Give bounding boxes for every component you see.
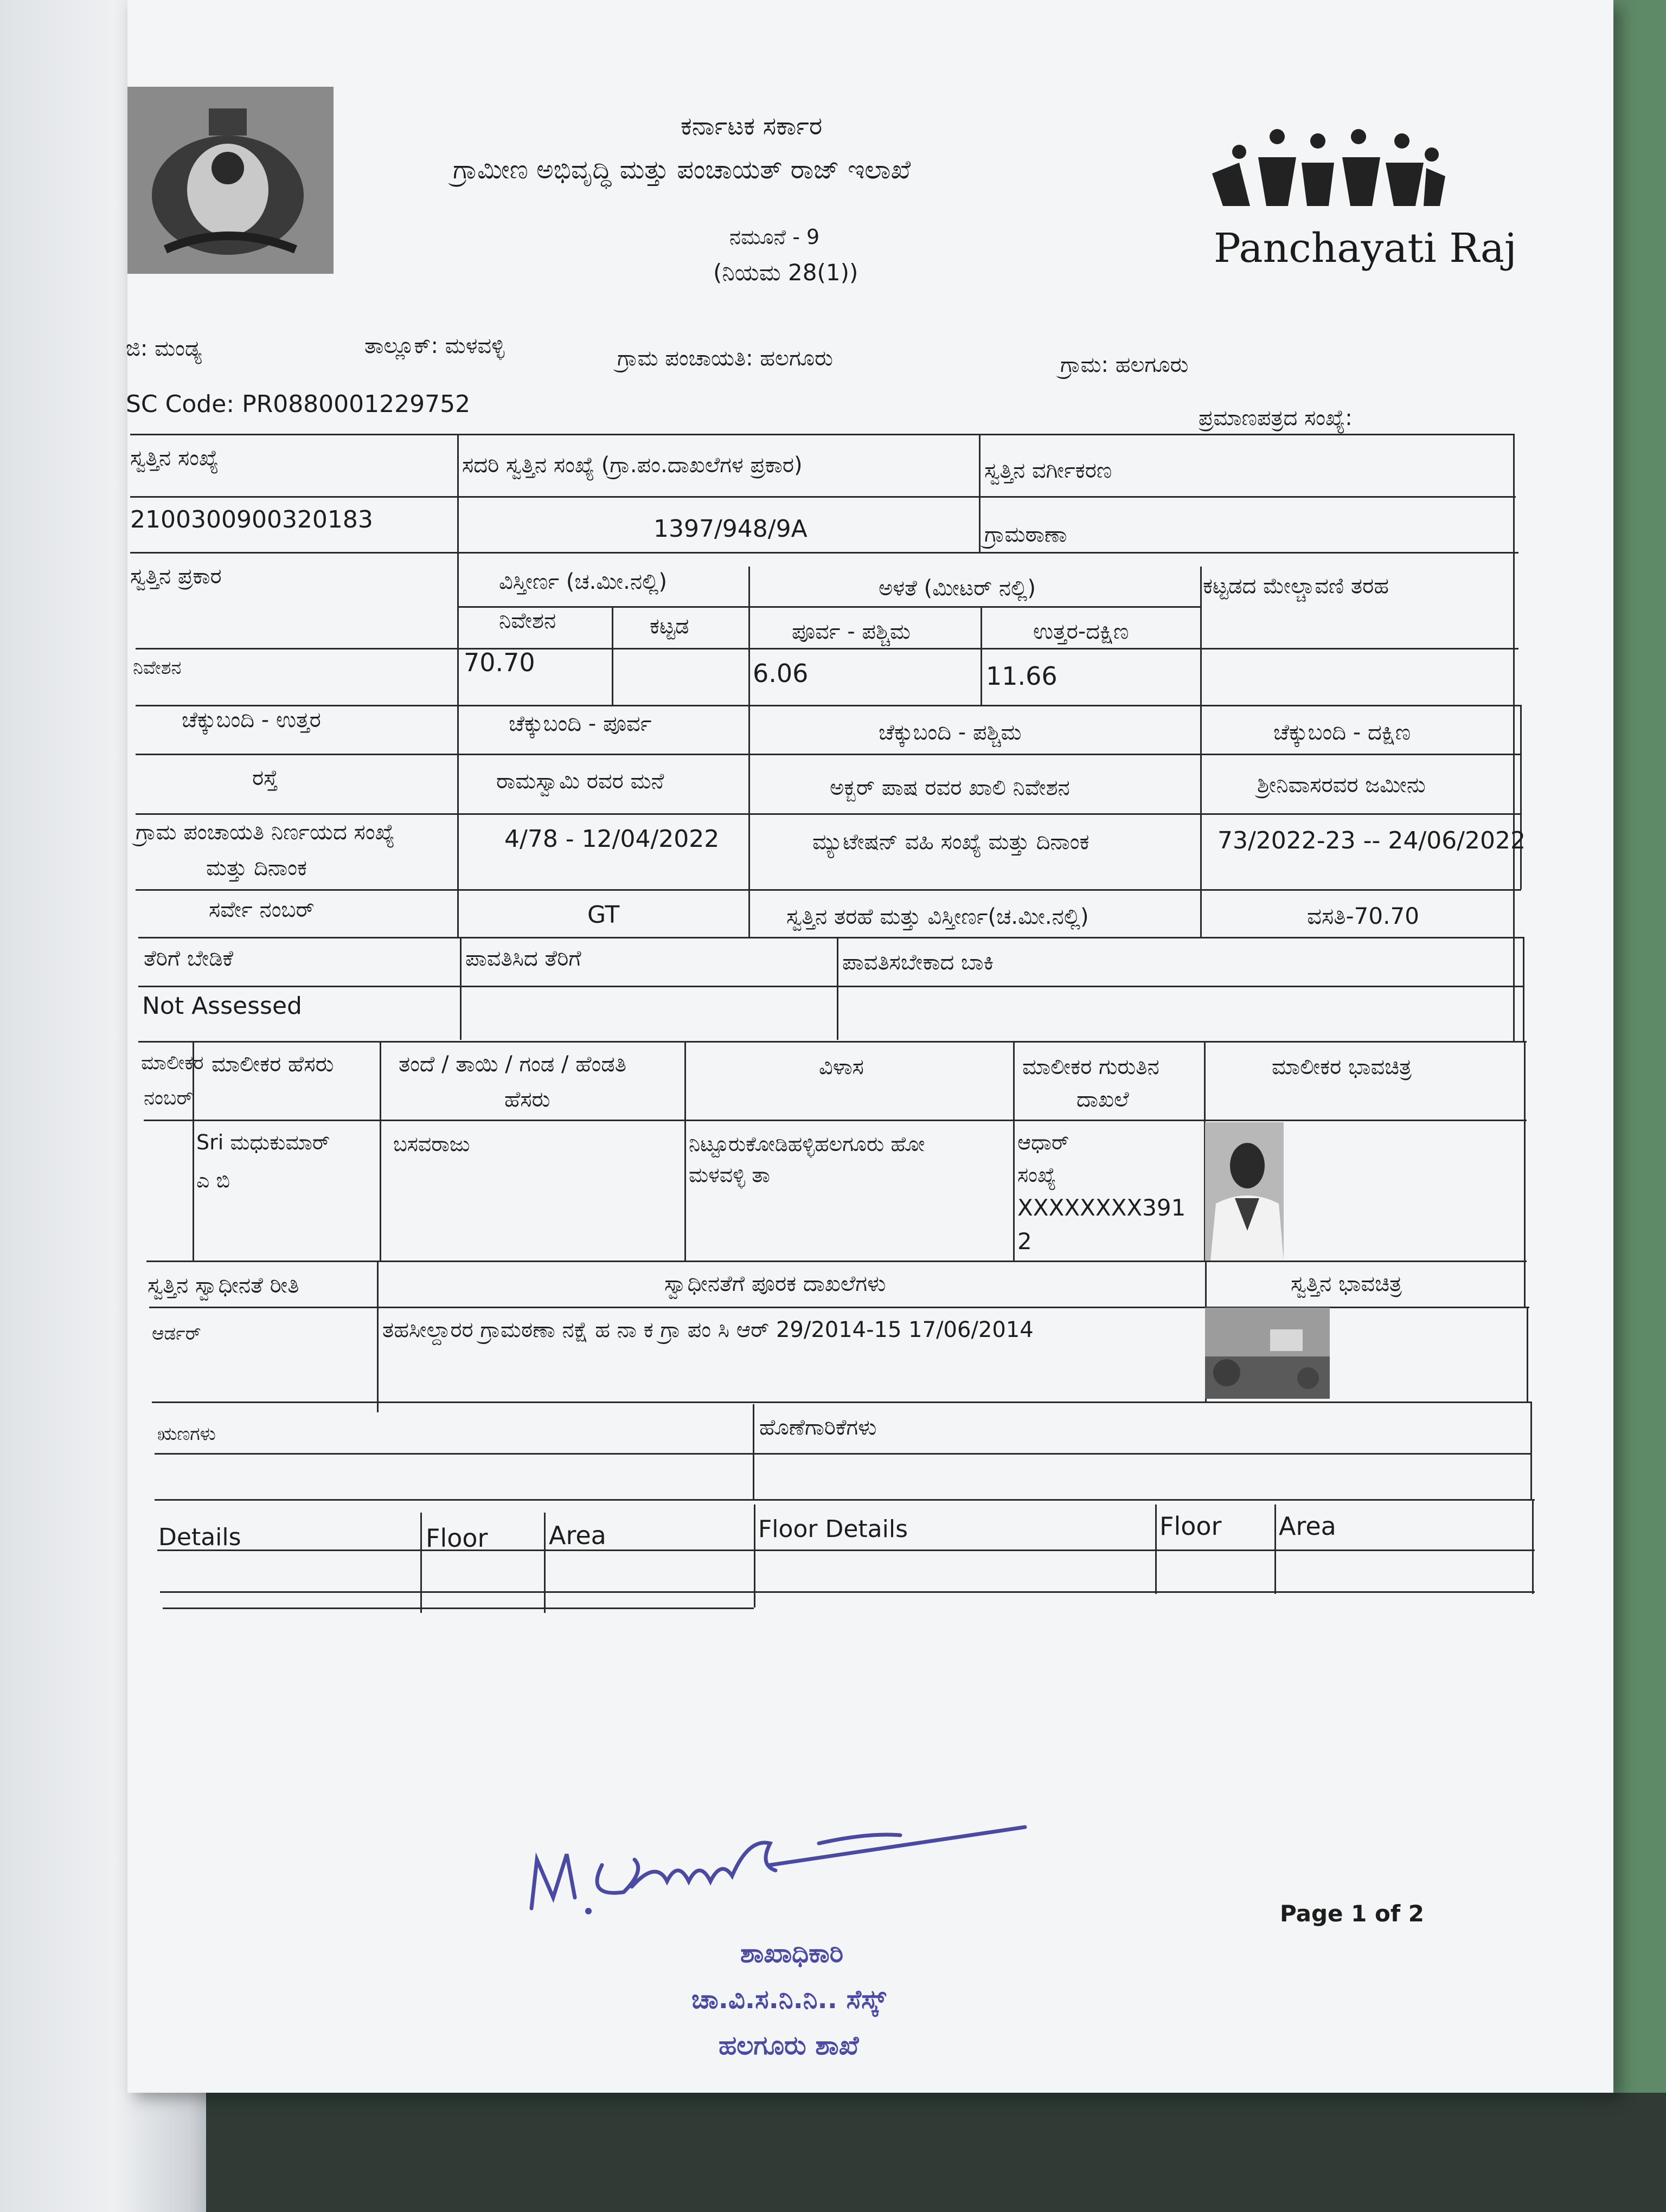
panchayati-raj-text: Panchayati Raj (1214, 225, 1517, 272)
category-value: ಗ್ರಾಮಠಾಣಾ (984, 522, 1067, 547)
west-boundary: ಅಕ್ಬರ್ ಪಾಷ ರವರ ಖಾಲಿ ನಿವೇಶನ (830, 775, 1070, 800)
stamp-organization: ಚಾ.ವಿ.ಸ.ನಿ.ನಿ.. ಸೆಸ್ಕ್ (691, 1984, 886, 2015)
tax-demand: Not Assessed (142, 992, 302, 1020)
id-proof-type: ಆಧಾರ್ (1017, 1130, 1069, 1154)
liabilities-left-label: ಋಣಗಳು (157, 1423, 216, 1445)
gram-panchayat: ಗ್ರಾಮ ಪಂಚಾಯತಿ: ಹಲಗೂರು (617, 346, 833, 371)
area-left-label: Area (549, 1521, 606, 1550)
district: ಜಿ: ಮಂಡ್ಯ (126, 336, 202, 361)
property-id: 2100300900320183 (130, 506, 373, 533)
owner-number-label: ಮಾಲೀಕರ (141, 1052, 204, 1074)
owner-name-label: ಮಾಲೀಕರ ಹೆಸರು (212, 1052, 334, 1077)
area-label: ವಿಸ್ತೀರ್ಣ (ಚ.ಮೀ.ನಲ್ಲಿ) (499, 569, 667, 594)
east-west-label: ಪೂರ್ವ - ಪಶ್ಚಿಮ (792, 619, 911, 644)
stamp-branch: ಹಲಗೂರು ಶಾಖೆ (719, 2030, 859, 2061)
id-proof-number: XXXXXXXX391 (1017, 1194, 1186, 1221)
north-south-value: 11.66 (986, 661, 1058, 691)
id-proof-number-2: 2 (1017, 1228, 1032, 1255)
floor-details-left-label: Details (158, 1523, 241, 1551)
survey-number-label: ಸರ್ವೇ ನಂಬರ್ (209, 897, 315, 922)
east-boundary: ರಾಮಸ್ವಾಮಿ ರವರ ಮನೆ (496, 769, 664, 794)
floor-details-right-label: Floor Details (758, 1515, 908, 1543)
relation-label-2: ಹೆಸರು (504, 1087, 550, 1112)
mutation-value: 73/2022-23 -- 24/06/2022 (1218, 827, 1526, 854)
south-boundary: ಶ್ರೀನಿವಾಸರವರ ಜಮೀನು (1257, 773, 1426, 798)
measure-label: ಅಳತೆ (ಮೀಟರ್ ನಲ್ಲಿ) (879, 576, 1036, 601)
tax-demand-label: ತೆರಿಗೆ ಬೇಡಿಕೆ (144, 946, 234, 971)
local-number: 1397/948/9A (653, 515, 808, 543)
id-proof-type-2: ಸಂಖ್ಯೆ (1017, 1163, 1056, 1187)
tax-paid-label: ಪಾವತಿಸಿದ ತೆರಿಗೆ (465, 946, 581, 971)
property-type-label: ಸ್ವತ್ತಿನ ಪ್ರಕಾರ (130, 564, 222, 589)
survey-number: GT (587, 901, 620, 929)
north-south-label: ಉತ್ತರ-ದಕ್ಷಿಣ (1033, 619, 1129, 644)
property-id-label: ಸ್ವತ್ತಿನ ಸಂಖ್ಯೆ (130, 446, 219, 471)
floor-left-label: Floor (426, 1523, 488, 1553)
signature (515, 1800, 1036, 1919)
relation-name: ಬಸವರಾಜು (393, 1132, 470, 1156)
north-boundary: ರಸ್ತೆ (252, 766, 278, 790)
owner-number-label-2: ನಂಬರ್ (144, 1087, 194, 1109)
south-boundary-label: ಚೆಕ್ಕುಬಂದಿ - ದಕ್ಷಿಣ (1273, 720, 1411, 745)
id-proof-label-2: ದಾಖಲೆ (1077, 1087, 1129, 1112)
mutation-label: ಮ್ಯುಟೇಷನ್ ವಹಿ ಸಂಖ್ಯೆ ಮತ್ತು ದಿನಾಂಕ (812, 829, 1090, 854)
acquisition-docs-label: ಸ್ವಾಧೀನತೆಗೆ ಪೂರಕ ದಾಖಲೆಗಳು (664, 1271, 886, 1296)
relation-label: ತಂದೆ / ತಾಯಿ / ಗಂಡ / ಹೆಂಡತಿ (399, 1052, 626, 1077)
certificate-number-label: ಪ್ರಮಾಣಪತ್ರದ ಸಂಖ್ಯೆ: (1199, 406, 1353, 430)
east-west-value: 6.06 (753, 659, 809, 688)
gp-resolution-value: 4/78 - 12/04/2022 (504, 825, 720, 853)
gp-resolution-label: ಗ್ರಾಮ ಪಂಚಾಯತಿ ನಿರ್ಣಯದ ಸಂಖ್ಯೆ (136, 820, 395, 845)
local-number-label: ಸದರಿ ಸ್ವತ್ತಿನ ಸಂಖ್ಯೆ (ಗ್ರಾ.ಪಂ.ದಾಖಲೆಗಳ ಪ್ರಕಾರ) (462, 453, 803, 478)
property-photo (1205, 1308, 1330, 1399)
west-boundary-label: ಚೆಕ್ಕುಬಂದಿ - ಪಶ್ಚಿಮ (879, 720, 1022, 745)
usage-area-value: ವಸತಿ-70.70 (1307, 903, 1419, 929)
rule-number: (ನಿಯಮ 28(1)) (713, 259, 858, 286)
site-area-label: ನಿವೇಶನ (499, 608, 556, 633)
category-label: ಸ್ವತ್ತಿನ ವರ್ಗೀಕರಣ (984, 458, 1112, 483)
area-right-label: Area (1279, 1512, 1336, 1541)
acquisition-mode-label: ಸ್ವತ್ತಿನ ಸ್ವಾಧೀನತೆ ರೀತಿ (148, 1273, 299, 1298)
govt-title: ಕರ್ನಾಟಕ ಸರ್ಕಾರ (681, 111, 823, 140)
panchayati-raj-logo (1207, 125, 1445, 222)
liabilities-right-label: ಹೊಣೆಗಾರಿಕೆಗಳು (759, 1415, 877, 1440)
acquisition-docs: ತಹಸೀಲ್ದಾರರ ಗ್ರಾಮಠಣಾ ನಕ್ಷೆ ಹ ನಾ ಕ ಗ್ರಾ ಪಂ ಸಿ ಆರ್ 29/2014-15 17/06/2014 (382, 1317, 1034, 1342)
stamp-designation: ಶಾಖಾಧಿಕಾರಿ (740, 1938, 844, 1969)
east-boundary-label: ಚೆಕ್ಕುಬಂದಿ - ಪೂರ್ವ (509, 711, 652, 736)
usage-area-label: ಸ್ವತ್ತಿನ ತರಹೆ ಮತ್ತು ವಿಸ್ತೀರ್ಣ(ಚ.ಮೀ.ನಲ್ಲಿ) (786, 904, 1089, 929)
tax-balance-label: ಪಾವತಿಸಬೇಕಾದ ಬಾಕಿ (842, 950, 994, 975)
property-type: ನಿವೇಶನ (133, 657, 182, 679)
floor-right-label: Floor (1159, 1512, 1222, 1541)
karnataka-emblem (127, 87, 334, 274)
village: ಗ್ರಾಮ: ಹಲಗೂರು (1060, 352, 1189, 377)
owner-address-2: ಮಳವಳ್ಳಿ ತಾ (689, 1163, 770, 1187)
department-title: ಗ್ರಾಮೀಣ ಅಭಿವೃದ್ಧಿ ಮತ್ತು ಪಂಚಾಯತ್ ರಾಜ್ ಇಲಾಖೆ (453, 155, 911, 185)
taluk: ತಾಲ್ಲೂಕ್: ಮಳವಳ್ಳಿ (364, 333, 505, 358)
address-label: ವಿಳಾಸ (819, 1054, 864, 1079)
site-area: 70.70 (464, 648, 535, 677)
gp-resolution-label-2: ಮತ್ತು ದಿನಾಂಕ (206, 856, 307, 880)
property-photo-label: ಸ್ವತ್ತಿನ ಭಾವಚಿತ್ರ (1291, 1271, 1402, 1296)
owner-name-2: ಎ ಬಿ (196, 1168, 230, 1192)
owner-name: Sri ಮಧುಕುಮಾರ್ (196, 1130, 330, 1154)
roof-type-label: ಕಟ್ಟಡದ ಮೇಲ್ಚಾವಣಿ ತರಹ (1203, 574, 1389, 599)
acquisition-mode: ಆರ್ಡರ್ (152, 1323, 201, 1345)
background-edge (206, 2093, 1666, 2212)
owner-address: ನಿಟ್ಟೂರುಕೋಡಿಹಳ್ಳಿಹಲಗೂರು ಹೋ (689, 1132, 925, 1156)
owner-photo-label: ಮಾಲೀಕರ ಭಾವಚಿತ್ರ (1272, 1054, 1412, 1079)
form-number: ನಮೂನೆ - 9 (729, 225, 820, 249)
lgd-code: SC Code: PR0880001229752 (126, 390, 471, 418)
page-number: Page 1 of 2 (1280, 1900, 1424, 1927)
document-page (127, 0, 1613, 2093)
north-boundary-label: ಚೆಕ್ಕುಬಂದಿ - ಉತ್ತರ (182, 708, 321, 732)
owner-photo (1205, 1122, 1284, 1261)
id-proof-label: ಮಾಲೀಕರ ಗುರುತಿನ (1022, 1054, 1159, 1079)
building-area-label: ಕಟ್ಟಡ (650, 614, 689, 639)
